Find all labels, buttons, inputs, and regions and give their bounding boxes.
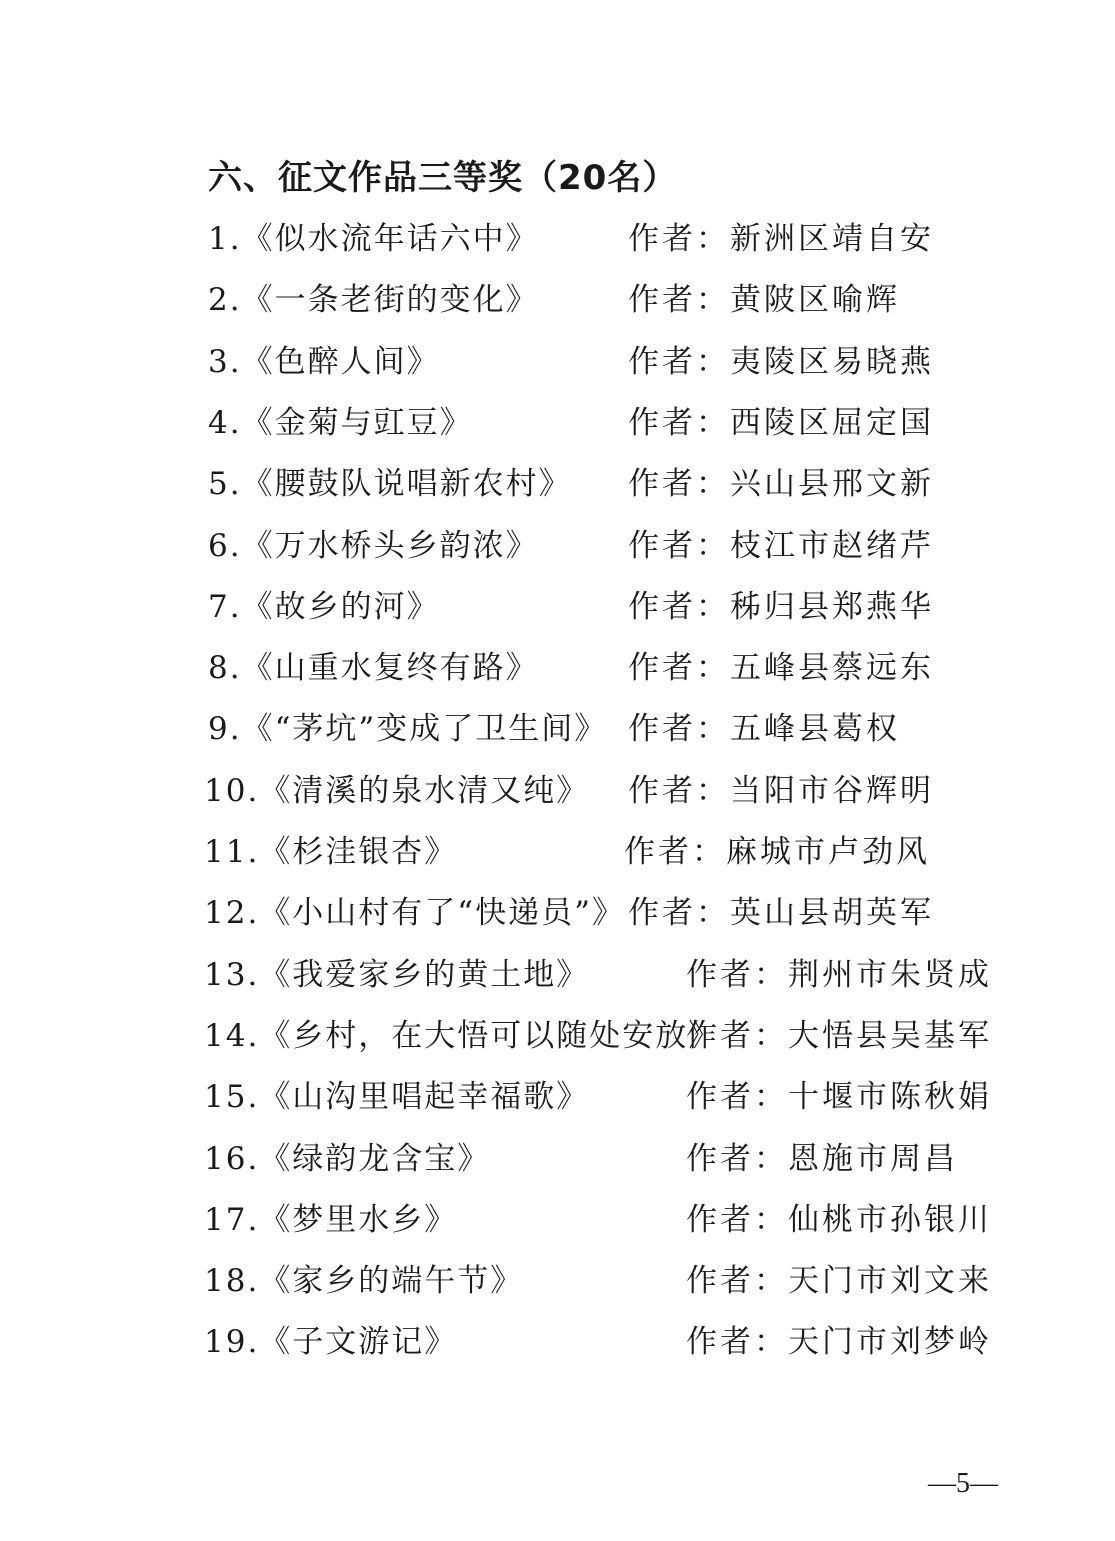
entry-author: 作者：天门市刘文来 [686,1263,992,1299]
entry-title: 6.《万水桥头乡韵浓》 [208,528,539,564]
entry-author: 作者：新洲区靖自安 [628,221,934,257]
list-item [208,643,1008,693]
list-item [208,704,1008,754]
list-item [208,337,1008,387]
entry-author: 作者：五峰县葛权 [628,711,900,747]
entry-title: 19.《子文游记》 [204,1324,458,1360]
entry-title: 3.《色醉人间》 [208,344,440,380]
entry-title: 5.《腰鼓队说唱新农村》 [208,466,572,502]
section-heading: 六、征文作品三等奖（20名） [208,158,678,198]
entry-author: 作者：十堰市陈秋娟 [686,1079,992,1115]
entry-title: 17.《梦里水乡》 [204,1202,458,1238]
list-item [204,1195,1004,1245]
entry-title: 10.《清溪的泉水清又纯》 [204,773,590,809]
list-item [208,459,1008,509]
list-item [204,827,1004,877]
entry-title: 9.《“茅坑”变成了卫生间》 [208,711,608,747]
entry-title: 15.《山沟里唱起幸福歌》 [204,1079,590,1115]
list-item [204,1011,1004,1061]
entry-title: 4.《金菊与豇豆》 [208,405,473,441]
entry-author: 作者：五峰县蔡远东 [628,650,934,686]
list-item [208,275,1008,325]
entry-title: 8.《山重水复终有路》 [208,650,539,686]
entry-author: 作者：黄陂区喻辉 [628,282,900,318]
list-item [208,521,1008,571]
entry-title: 12.《小山村有了“快递员”》 [204,895,625,931]
entry-title: 11.《杉洼银杏》 [204,834,458,870]
entry-title: 18.《家乡的端午节》 [204,1263,524,1299]
list-item [204,1072,1004,1122]
list-item [204,888,1004,938]
entry-author: 作者：大悟县吴基军 [686,1018,992,1054]
list-item [204,1317,1004,1367]
list-item [204,766,1004,816]
entry-author: 作者：仙桃市孙银川 [686,1202,992,1238]
entry-author: 作者：当阳市谷辉明 [628,773,934,809]
list-item [208,214,1008,264]
list-item [204,950,1004,1000]
entry-author: 作者：西陵区屈定国 [628,405,934,441]
page-number: —5— [928,1468,998,1499]
entry-author: 作者：夷陵区易晓燕 [628,344,934,380]
entry-title: 1.《似水流年话六中》 [208,221,539,257]
list-item [204,1134,1004,1184]
entry-title: 7.《故乡的河》 [208,589,440,625]
entry-title: 2.《一条老街的变化》 [208,282,539,318]
entry-title: 16.《绿韵龙含宝》 [204,1141,491,1177]
entry-author: 作者：麻城市卢劲风 [624,834,930,870]
entry-author: 作者：枝江市赵绪芹 [628,528,934,564]
entry-author: 作者：天门市刘梦岭 [686,1324,992,1360]
entry-title: 14.《乡村，在大悟可以随处安放》 [204,1018,722,1054]
entry-author: 作者：荆州市朱贤成 [686,957,992,993]
list-item [208,582,1008,632]
list-item [204,1256,1004,1306]
entry-author: 作者：恩施市周昌 [686,1141,958,1177]
entry-title: 13.《我爱家乡的黄土地》 [204,957,590,993]
entry-author: 作者：兴山县邢文新 [628,466,934,502]
entry-author: 作者：英山县胡英军 [628,895,934,931]
list-item [208,398,1008,448]
entry-author: 作者：秭归县郑燕华 [628,589,934,625]
